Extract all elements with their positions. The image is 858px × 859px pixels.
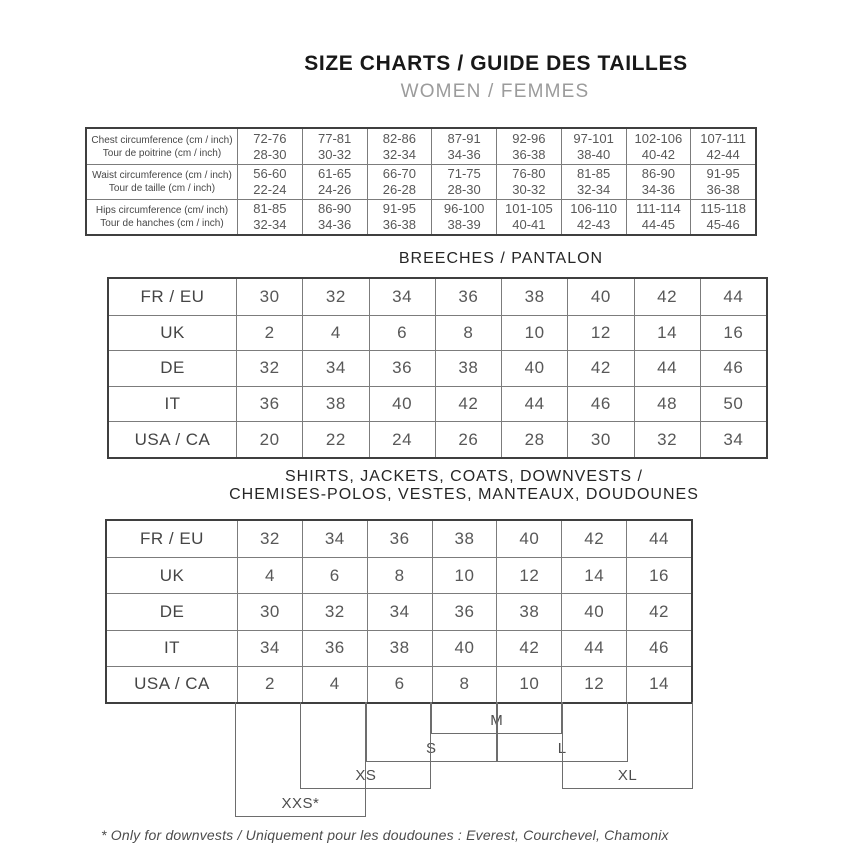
- size-bracket-label: XXS*: [281, 794, 320, 812]
- size-value-text: 6: [394, 674, 405, 694]
- shirts-size-table: [105, 519, 693, 704]
- size-value-text: 42: [649, 601, 670, 621]
- size-value-cell: [302, 521, 367, 557]
- measurement-inch-range: 34-36: [318, 217, 352, 232]
- size-value-cell: [700, 279, 766, 315]
- size-value-cell: [435, 279, 501, 315]
- size-value-text: 4: [264, 565, 275, 585]
- size-value-text: 16: [649, 565, 670, 585]
- size-value-cell: [561, 666, 626, 702]
- size-value-cell: [501, 386, 567, 422]
- size-value-cell: [496, 593, 561, 629]
- measurement-label-fr: Tour de poitrine (cm / inch): [102, 147, 222, 159]
- size-value-cell: [432, 593, 497, 629]
- measurement-cm-range: 87-91: [447, 130, 481, 146]
- measurement-value-cell: [690, 129, 755, 164]
- size-value-cell: [561, 521, 626, 557]
- measurement-cm-range: 97-101: [573, 130, 614, 146]
- size-value-text: 32: [259, 529, 280, 549]
- size-value-cell: [435, 350, 501, 386]
- page-title: SIZE CHARTS / GUIDE DES TAILLES: [304, 52, 688, 75]
- size-value-text: 44: [584, 638, 605, 658]
- size-value-text: 34: [723, 429, 744, 449]
- size-value-cell: [302, 421, 368, 457]
- size-value-text: 46: [590, 394, 611, 414]
- size-value-cell: [302, 557, 367, 593]
- size-value-text: 40: [519, 529, 540, 549]
- measurement-value-cell: [431, 199, 496, 234]
- measurement-value-cell: [626, 129, 691, 164]
- size-bracket-label: XS: [355, 767, 377, 784]
- measurement-cm-range: 106-110: [570, 201, 617, 216]
- shirts-section-title-line2: CHEMISES-POLOS, VESTES, MANTEAUX, DOUDOUNES: [229, 486, 699, 503]
- size-standard-label: [109, 421, 236, 457]
- measurement-value-cell: [496, 199, 561, 234]
- size-standard-label: [109, 350, 236, 386]
- measurement-cm-range: 86-90: [641, 166, 675, 181]
- size-value-text: 38: [389, 638, 410, 658]
- measurement-cm-range: 56-60: [253, 166, 287, 181]
- footnote-text: * Only for downvests / Uniquement pour les doudounes : Everest, Courchevel, Chamonix: [101, 827, 669, 843]
- size-standard-label-text: USA / CA: [134, 429, 211, 449]
- size-standard-label: [107, 666, 237, 702]
- size-value-text: 32: [324, 601, 345, 621]
- size-value-text: 44: [524, 394, 545, 414]
- size-value-text: 42: [657, 286, 678, 306]
- size-standard-label: [107, 593, 237, 629]
- size-value-cell: [369, 386, 435, 422]
- measurement-value-cell: [690, 164, 755, 199]
- size-standard-label-text: FR / EU: [140, 529, 204, 549]
- size-value-cell: [237, 630, 302, 666]
- size-value-cell: [501, 350, 567, 386]
- size-standard-label-text: IT: [164, 394, 181, 414]
- size-value-text: 22: [325, 429, 346, 449]
- size-standard-label-text: DE: [159, 601, 185, 621]
- size-value-cell: [626, 630, 691, 666]
- size-value-cell: [501, 279, 567, 315]
- size-value-cell: [634, 386, 700, 422]
- size-value-cell: [367, 630, 432, 666]
- size-value-cell: [237, 521, 302, 557]
- measurement-label-fr: Tour de taille (cm / inch): [108, 183, 216, 194]
- size-value-text: 12: [584, 674, 605, 694]
- size-value-cell: [626, 666, 691, 702]
- size-value-text: 38: [325, 394, 346, 414]
- size-value-cell: [501, 315, 567, 351]
- measurement-inch-range: 30-32: [318, 146, 352, 162]
- size-standard-label: [109, 315, 236, 351]
- measurement-value-cell: [496, 129, 561, 164]
- size-value-cell: [561, 593, 626, 629]
- size-value-cell: [435, 386, 501, 422]
- size-bracket-label: S: [426, 739, 437, 757]
- measurement-cm-range: 61-65: [318, 166, 352, 181]
- size-value-cell: [369, 350, 435, 386]
- size-value-text: 6: [397, 322, 408, 342]
- size-value-text: 42: [584, 529, 605, 549]
- size-standard-label-text: UK: [160, 322, 185, 342]
- measurement-value-cell: [626, 199, 691, 234]
- size-value-cell: [700, 350, 766, 386]
- size-value-text: 4: [329, 674, 340, 694]
- measurement-value-cell: [431, 129, 496, 164]
- size-value-text: 34: [392, 286, 413, 306]
- size-bracket-label: M: [490, 712, 504, 729]
- measurement-label-fr: Tour de hanches (cm / inch): [100, 218, 224, 229]
- measurement-inch-range: 32-34: [577, 182, 611, 197]
- size-standard-label: [107, 557, 237, 593]
- size-standard-label: [109, 386, 236, 422]
- measurement-value-cell: [561, 199, 626, 234]
- measurement-cm-range: 66-70: [382, 166, 416, 181]
- size-value-cell: [302, 666, 367, 702]
- size-value-cell: [432, 666, 497, 702]
- measurement-inch-range: 45-46: [706, 217, 740, 232]
- measurement-cm-range: 101-105: [505, 201, 553, 216]
- size-value-cell: [302, 350, 368, 386]
- measurements-table: [85, 127, 757, 236]
- measurement-cm-range: 92-96: [512, 130, 546, 146]
- size-value-cell: [367, 593, 432, 629]
- size-value-cell: [302, 279, 368, 315]
- size-standard-label: [107, 630, 237, 666]
- measurement-row-label: [87, 199, 237, 234]
- measurement-value-cell: [561, 129, 626, 164]
- measurement-inch-range: 34-36: [447, 146, 481, 162]
- measurement-label-en: Hips circumference (cm/ inch): [95, 205, 229, 216]
- measurement-inch-range: 36-38: [382, 217, 416, 232]
- shirts-section-title-line1: SHIRTS, JACKETS, COATS, DOWNVESTS /: [284, 468, 643, 485]
- size-value-text: 12: [519, 565, 540, 585]
- measurement-cm-range: 86-90: [318, 201, 352, 216]
- measurement-inch-range: 42-43: [577, 217, 611, 232]
- page-subtitle: WOMEN / FEMMES: [400, 81, 590, 102]
- size-value-text: 44: [649, 529, 670, 549]
- size-value-cell: [435, 315, 501, 351]
- measurement-label-en: Chest circumference (cm / inch): [91, 134, 233, 146]
- measurement-inch-range: 38-39: [447, 217, 481, 232]
- measurement-inch-range: 30-32: [512, 182, 546, 197]
- size-value-text: 34: [389, 601, 410, 621]
- measurement-label-en: Waist circumference (cm / inch): [92, 170, 232, 181]
- size-bracket: [562, 702, 693, 789]
- size-value-text: 42: [590, 358, 611, 378]
- measurement-inch-range: 44-45: [641, 217, 675, 232]
- measurement-value-cell: [302, 129, 367, 164]
- size-value-text: 26: [458, 429, 479, 449]
- measurement-inch-range: 34-36: [641, 182, 675, 197]
- size-value-text: 34: [324, 529, 345, 549]
- measurement-value-cell: [302, 199, 367, 234]
- size-value-text: 2: [264, 674, 275, 694]
- size-value-text: 10: [454, 565, 475, 585]
- breeches-size-table: [107, 277, 768, 459]
- measurement-inch-range: 40-42: [641, 146, 675, 162]
- size-value-cell: [626, 521, 691, 557]
- size-value-text: 14: [649, 674, 670, 694]
- size-value-text: 12: [590, 322, 611, 342]
- size-value-cell: [236, 350, 302, 386]
- size-value-text: 28: [524, 429, 545, 449]
- measurement-inch-range: 24-26: [318, 182, 352, 197]
- measurement-inch-range: 36-38: [512, 146, 546, 162]
- size-value-text: 44: [657, 358, 678, 378]
- size-value-cell: [567, 386, 633, 422]
- size-value-text: 48: [657, 394, 678, 414]
- size-value-text: 34: [325, 358, 346, 378]
- size-value-text: 30: [259, 601, 280, 621]
- size-value-cell: [496, 630, 561, 666]
- size-value-cell: [634, 421, 700, 457]
- measurement-value-cell: [690, 199, 755, 234]
- measurement-cm-range: 102-106: [634, 130, 683, 146]
- size-value-cell: [567, 279, 633, 315]
- size-value-cell: [700, 421, 766, 457]
- size-value-text: 42: [458, 394, 479, 414]
- size-value-text: 6: [329, 565, 340, 585]
- size-value-cell: [561, 630, 626, 666]
- measurement-inch-range: 26-28: [382, 182, 416, 197]
- size-value-text: 40: [392, 394, 413, 414]
- measurement-inch-range: 42-44: [706, 146, 740, 162]
- size-value-cell: [369, 315, 435, 351]
- measurement-inch-range: 22-24: [253, 182, 287, 197]
- size-value-cell: [501, 421, 567, 457]
- size-standard-label-text: UK: [159, 565, 185, 585]
- measurement-cm-range: 107-111: [700, 130, 747, 146]
- measurement-inch-range: 28-30: [253, 146, 287, 162]
- size-value-text: 38: [524, 286, 545, 306]
- size-value-text: 24: [392, 429, 413, 449]
- size-value-text: 8: [463, 322, 474, 342]
- measurement-cm-range: 77-81: [318, 130, 352, 146]
- size-value-text: 10: [519, 674, 540, 694]
- size-value-cell: [496, 557, 561, 593]
- size-value-text: 10: [524, 322, 545, 342]
- size-value-cell: [496, 521, 561, 557]
- size-value-text: 36: [259, 394, 280, 414]
- size-standard-label: [109, 279, 236, 315]
- shirts-section-title: [70, 468, 858, 504]
- measurement-value-cell: [237, 129, 302, 164]
- size-value-cell: [626, 557, 691, 593]
- measurement-value-cell: [367, 199, 432, 234]
- size-bracket-label: XL: [617, 767, 638, 784]
- size-value-text: 42: [519, 638, 540, 658]
- size-standard-label-text: DE: [160, 358, 185, 378]
- size-value-cell: [432, 521, 497, 557]
- size-value-cell: [237, 593, 302, 629]
- size-value-text: 34: [259, 638, 280, 658]
- size-value-text: 36: [392, 358, 413, 378]
- size-standard-label-text: IT: [163, 638, 181, 658]
- measurement-cm-range: 71-75: [447, 166, 481, 181]
- size-bracket-label: L: [557, 739, 567, 757]
- size-value-text: 32: [325, 286, 346, 306]
- size-value-cell: [634, 315, 700, 351]
- size-value-text: 38: [458, 358, 479, 378]
- size-value-text: 40: [524, 358, 545, 378]
- size-value-cell: [634, 350, 700, 386]
- size-value-cell: [369, 421, 435, 457]
- size-value-text: 44: [723, 286, 744, 306]
- size-value-cell: [367, 521, 432, 557]
- measurement-cm-range: 82-86: [382, 130, 416, 146]
- measurement-cm-range: 91-95: [706, 166, 740, 181]
- measurement-inch-range: 28-30: [447, 182, 481, 197]
- measurement-inch-range: 36-38: [706, 182, 740, 197]
- size-value-cell: [700, 386, 766, 422]
- measurement-inch-range: 38-40: [577, 146, 611, 162]
- measurement-cm-range: 111-114: [635, 201, 681, 216]
- size-value-text: 8: [394, 565, 405, 585]
- letter-size-brackets: [235, 702, 693, 824]
- size-value-cell: [302, 593, 367, 629]
- measurement-cm-range: 96-100: [443, 201, 485, 216]
- measurement-value-cell: [367, 129, 432, 164]
- size-value-text: 4: [330, 322, 341, 342]
- size-value-text: 38: [519, 601, 540, 621]
- size-value-text: 14: [584, 565, 605, 585]
- size-value-cell: [236, 421, 302, 457]
- size-value-text: 36: [324, 638, 345, 658]
- size-value-text: 40: [454, 638, 475, 658]
- size-value-text: 32: [259, 358, 280, 378]
- size-value-text: 30: [259, 286, 280, 306]
- size-value-cell: [367, 557, 432, 593]
- breeches-section-title: BREECHES / PANTALON: [398, 250, 604, 267]
- size-value-text: 50: [723, 394, 744, 414]
- measurement-value-cell: [431, 164, 496, 199]
- size-value-cell: [496, 666, 561, 702]
- measurement-value-cell: [496, 164, 561, 199]
- size-value-cell: [302, 315, 368, 351]
- size-value-text: 20: [259, 429, 280, 449]
- measurement-inch-range: 40-41: [512, 217, 546, 232]
- size-value-cell: [567, 315, 633, 351]
- size-standard-label-text: USA / CA: [134, 674, 210, 694]
- measurement-cm-range: 81-85: [253, 201, 287, 216]
- measurement-cm-range: 91-95: [382, 201, 416, 216]
- size-value-cell: [236, 315, 302, 351]
- size-value-text: 36: [389, 529, 410, 549]
- size-bracket: [235, 702, 366, 817]
- size-value-text: 32: [657, 429, 678, 449]
- size-value-cell: [237, 557, 302, 593]
- size-value-text: 2: [264, 322, 275, 342]
- size-value-cell: [432, 630, 497, 666]
- measurement-row-label: [87, 164, 237, 199]
- size-value-text: 38: [454, 529, 475, 549]
- measurement-inch-range: 32-34: [382, 146, 416, 162]
- measurement-inch-range: 32-34: [253, 217, 287, 232]
- size-value-text: 8: [459, 674, 470, 694]
- size-value-cell: [237, 666, 302, 702]
- size-standard-label-text: FR / EU: [140, 286, 205, 306]
- size-value-text: 16: [723, 322, 744, 342]
- size-value-cell: [561, 557, 626, 593]
- measurement-cm-range: 81-85: [577, 166, 611, 181]
- size-value-text: 30: [590, 429, 611, 449]
- measurement-value-cell: [302, 164, 367, 199]
- size-value-text: 46: [723, 358, 744, 378]
- measurement-row-label: [87, 129, 237, 164]
- measurement-cm-range: 115-118: [700, 201, 747, 216]
- measurement-cm-range: 72-76: [253, 130, 287, 146]
- size-value-cell: [634, 279, 700, 315]
- size-value-cell: [435, 421, 501, 457]
- measurement-cm-range: 76-80: [512, 166, 546, 181]
- size-value-text: 36: [458, 286, 479, 306]
- measurement-value-cell: [561, 164, 626, 199]
- size-value-cell: [700, 315, 766, 351]
- size-value-cell: [626, 593, 691, 629]
- measurement-value-cell: [237, 199, 302, 234]
- size-value-text: 36: [454, 601, 475, 621]
- size-value-cell: [236, 386, 302, 422]
- size-value-cell: [567, 350, 633, 386]
- size-value-cell: [302, 630, 367, 666]
- measurement-value-cell: [626, 164, 691, 199]
- size-value-text: 14: [657, 322, 678, 342]
- size-value-text: 40: [590, 286, 611, 306]
- size-value-cell: [367, 666, 432, 702]
- size-value-cell: [236, 279, 302, 315]
- size-value-text: 40: [584, 601, 605, 621]
- size-value-text: 46: [649, 638, 670, 658]
- size-standard-label: [107, 521, 237, 557]
- size-value-cell: [369, 279, 435, 315]
- size-value-cell: [432, 557, 497, 593]
- measurement-value-cell: [367, 164, 432, 199]
- size-value-cell: [567, 421, 633, 457]
- size-value-cell: [302, 386, 368, 422]
- measurement-value-cell: [237, 164, 302, 199]
